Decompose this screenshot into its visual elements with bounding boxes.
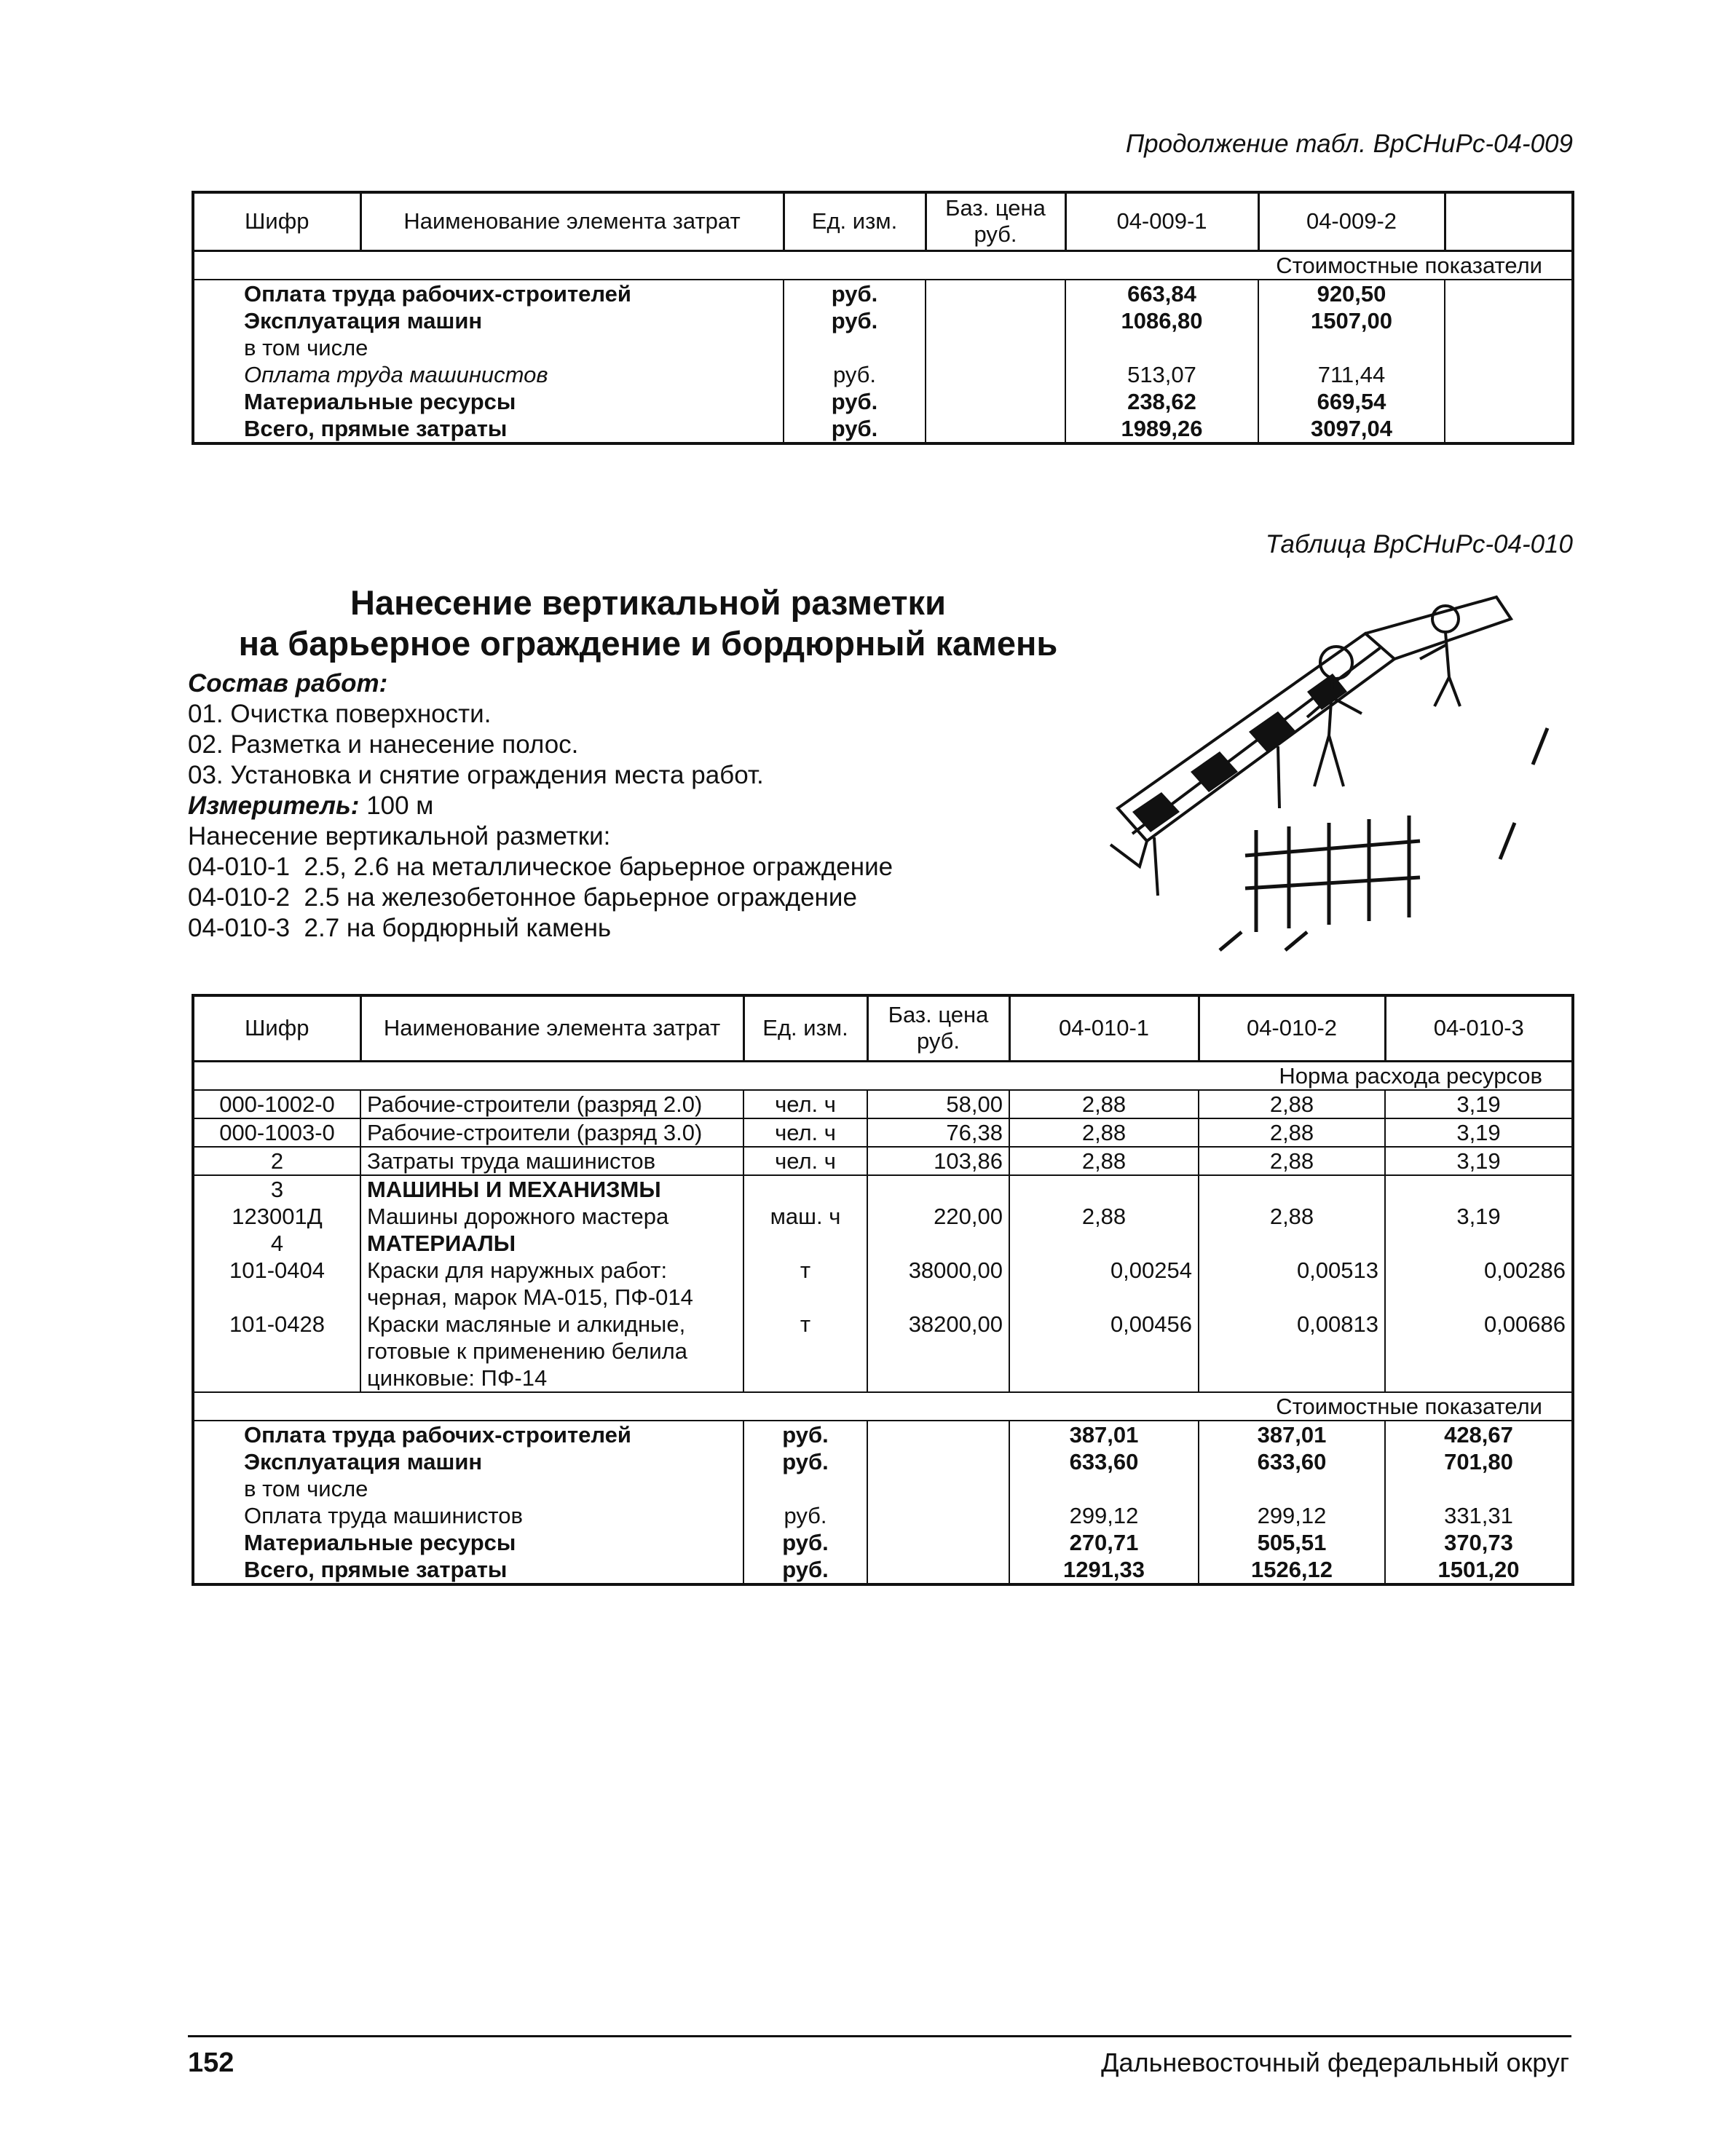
row-value: 0,00286 — [1483, 1257, 1566, 1283]
row-price: 76,38 — [867, 1118, 1009, 1147]
row-name: в том числе — [193, 1475, 743, 1502]
row-name: Краски для наружных работ: черная, марок МА-015, ПФ-014 — [367, 1257, 693, 1310]
row-code: 000-1003-0 — [193, 1118, 360, 1147]
row-unit: руб. — [784, 361, 926, 388]
row-code: 4 101-0404 — [193, 1230, 360, 1311]
row-value: 920,50 — [1258, 280, 1445, 307]
table-row — [193, 1475, 1573, 1502]
row-value: 1501,20 — [1385, 1556, 1573, 1584]
row-value: 1291,33 — [1009, 1556, 1199, 1584]
col-header-code: Шифр — [193, 192, 360, 250]
col-header-empty — [1445, 192, 1573, 250]
row-value: 0,00456 — [1009, 1311, 1199, 1392]
row-unit: руб. — [743, 1448, 867, 1475]
row-value: 387,01 — [1199, 1421, 1385, 1448]
row-value: 2,88 — [1199, 1090, 1385, 1118]
row-value: 238,62 — [1065, 388, 1258, 415]
work-item: 03. Установка и снятие ограждения места работ. — [188, 761, 764, 789]
row-value: 2,88 — [1199, 1147, 1385, 1175]
col-header-base-price: Баз. цена руб. — [867, 995, 1009, 1061]
table-caption: Таблица ВрСНиРс-04-010 — [1265, 530, 1573, 558]
row-name: Краски масляные и алкидные, готовые к применению белила цинковые: ПФ-14 — [360, 1311, 743, 1392]
row-unit: руб. — [784, 307, 926, 334]
table-row — [193, 1421, 1573, 1448]
row-code: 2 — [193, 1147, 360, 1175]
row-price: 58,00 — [867, 1090, 1009, 1118]
row-value: 1526,12 — [1199, 1556, 1385, 1584]
row-value: 669,54 — [1258, 388, 1445, 415]
row-name: Эксплуатация машин — [193, 307, 784, 334]
table-row — [193, 1556, 1573, 1584]
row-value: 299,12 — [1009, 1502, 1199, 1529]
row-value: 428,67 — [1385, 1421, 1573, 1448]
marking-item: 04-010-3 2.7 на бордюрный камень — [188, 914, 612, 942]
row-name: Затраты труда машинистов — [360, 1147, 743, 1175]
row-unit: т — [800, 1257, 811, 1283]
row-value: 633,60 — [1199, 1448, 1385, 1475]
marking-item: 04-010-1 2.5, 2.6 на металлическое барьерное ограждение — [188, 853, 893, 881]
row-value: 701,80 — [1385, 1448, 1573, 1475]
col-header-name: Наименование элемента затрат — [360, 995, 743, 1061]
col-header-unit: Ед. изм. — [743, 995, 867, 1061]
title-line-1: Нанесение вертикальной разметки — [350, 583, 946, 622]
row-value: 1086,80 — [1065, 307, 1258, 334]
row-value: 3,19 — [1385, 1118, 1573, 1147]
row-price: 38000,00 — [908, 1257, 1003, 1283]
col-header-04-009-2: 04-009-2 — [1258, 192, 1445, 250]
row-value: 0,00686 — [1385, 1311, 1573, 1392]
row-unit: чел. ч — [743, 1147, 867, 1175]
table-row — [193, 415, 1573, 443]
col-header-base-price: Баз. цена руб. — [926, 192, 1065, 250]
group-materials: МАТЕРИАЛЫ — [367, 1230, 516, 1256]
row-name: Оплата труда рабочих-строителей — [193, 1421, 743, 1448]
row-unit: руб. — [743, 1502, 867, 1529]
table-row — [193, 1448, 1573, 1475]
row-value: 711,44 — [1258, 361, 1445, 388]
row-code: 101-0428 — [193, 1311, 360, 1392]
row-name: Машины дорожного мастера — [367, 1203, 669, 1229]
row-value: 387,01 — [1009, 1421, 1199, 1448]
row-value: 2,88 — [1269, 1203, 1314, 1229]
row-name: Рабочие-строители (разряд 3.0) — [360, 1118, 743, 1147]
row-value: 1507,00 — [1258, 307, 1445, 334]
row-price: 38200,00 — [867, 1311, 1009, 1392]
footer-rule — [188, 2035, 1571, 2037]
row-unit: руб. — [784, 388, 926, 415]
row-price: 220,00 — [934, 1203, 1003, 1229]
row-unit: руб. — [743, 1556, 867, 1584]
meter-line — [188, 791, 1091, 821]
marking-intro: Нанесение вертикальной разметки: — [188, 822, 611, 850]
row-value: 2,88 — [1009, 1118, 1199, 1147]
row-value: 3,19 — [1456, 1203, 1501, 1229]
table-row — [193, 388, 1573, 415]
table-row — [193, 1090, 1573, 1118]
title-line-2: на барьерное ограждение и бордюрный камень — [238, 624, 1058, 663]
col-header-04-009-1: 04-009-1 — [1065, 192, 1258, 250]
footer-region: Дальневосточный федеральный округ — [1101, 2048, 1569, 2077]
row-value: 663,84 — [1065, 280, 1258, 307]
row-value: 0,00813 — [1199, 1311, 1385, 1392]
work-description — [188, 668, 1091, 944]
section-cost-indicators: Стоимостные показатели — [193, 1392, 1573, 1421]
group-machines: МАШИНЫ И МЕХАНИЗМЫ — [367, 1176, 661, 1202]
row-value: 370,73 — [1385, 1529, 1573, 1556]
row-value: 513,07 — [1065, 361, 1258, 388]
table-row — [193, 361, 1573, 388]
row-unit: руб. — [743, 1529, 867, 1556]
row-value: 3,19 — [1385, 1147, 1573, 1175]
row-name: Оплата труда машинистов — [193, 361, 784, 388]
table-row — [193, 1311, 1573, 1392]
row-unit: маш. ч — [770, 1203, 841, 1229]
table-row — [193, 334, 1573, 361]
row-value: 3097,04 — [1258, 415, 1445, 443]
row-value: 3,19 — [1385, 1090, 1573, 1118]
table-row — [193, 1529, 1573, 1556]
row-name: Оплата труда машинистов — [193, 1502, 743, 1529]
col-header-04-010-3: 04-010-3 — [1385, 995, 1573, 1061]
row-value: 0,00513 — [1296, 1257, 1378, 1283]
row-value: 2,88 — [1081, 1203, 1127, 1229]
row-code: 3 123001Д — [193, 1175, 360, 1230]
row-price: 103,86 — [867, 1147, 1009, 1175]
table-row — [193, 1230, 1573, 1311]
row-value: 270,71 — [1009, 1529, 1199, 1556]
table-04-010 — [192, 994, 1574, 1586]
col-header-unit: Ед. изм. — [784, 192, 926, 250]
row-name: Эксплуатация машин — [193, 1448, 743, 1475]
row-name: Материальные ресурсы — [193, 388, 784, 415]
table-row — [193, 280, 1573, 307]
row-unit: чел. ч — [743, 1090, 867, 1118]
row-name: Рабочие-строители (разряд 2.0) — [360, 1090, 743, 1118]
work-item: 01. Очистка поверхности. — [188, 700, 492, 728]
section-title — [182, 583, 1114, 664]
section-cost-indicators: Стоимостные показатели — [193, 250, 1573, 280]
table-04-009-continued — [192, 191, 1574, 445]
table-row — [193, 1118, 1573, 1147]
row-value: 2,88 — [1199, 1118, 1385, 1147]
row-unit: руб. — [784, 415, 926, 443]
meter-value: 100 м — [366, 791, 434, 820]
marking-item: 04-010-2 2.5 на железобетонное барьерное ограждение — [188, 883, 857, 912]
row-name: Всего, прямые затраты — [193, 415, 784, 443]
row-name: Материальные ресурсы — [193, 1529, 743, 1556]
row-value: 633,60 — [1009, 1448, 1199, 1475]
col-header-04-010-1: 04-010-1 — [1009, 995, 1199, 1061]
table-row — [193, 307, 1573, 334]
row-unit: т — [743, 1311, 867, 1392]
row-code: 000-1002-0 — [193, 1090, 360, 1118]
row-unit: руб. — [784, 280, 926, 307]
col-header-code: Шифр — [193, 995, 360, 1061]
road-marking-illustration — [1089, 590, 1562, 954]
row-name: Всего, прямые затраты — [193, 1556, 743, 1584]
row-unit: руб. — [743, 1421, 867, 1448]
row-name: Оплата труда рабочих-строителей — [193, 280, 784, 307]
table-row — [193, 1175, 1573, 1230]
row-value: 0,00254 — [1110, 1257, 1192, 1283]
meter-label: Измеритель: — [188, 791, 360, 820]
continuation-caption: Продолжение табл. ВрСНиРс-04-009 — [1125, 130, 1573, 158]
table-row — [193, 1147, 1573, 1175]
row-value: 299,12 — [1199, 1502, 1385, 1529]
col-header-name: Наименование элемента затрат — [360, 192, 784, 250]
work-label: Состав работ: — [188, 669, 388, 698]
row-unit: чел. ч — [743, 1118, 867, 1147]
row-value: 1989,26 — [1065, 415, 1258, 443]
work-item: 02. Разметка и нанесение полос. — [188, 730, 579, 759]
row-value: 331,31 — [1385, 1502, 1573, 1529]
page-number: 152 — [188, 2048, 234, 2078]
row-name: в том числе — [193, 334, 784, 361]
row-value: 2,88 — [1009, 1147, 1199, 1175]
row-value: 505,51 — [1199, 1529, 1385, 1556]
col-header-04-010-2: 04-010-2 — [1199, 995, 1385, 1061]
table-row — [193, 1502, 1573, 1529]
section-resource-norms: Норма расхода ресурсов — [193, 1061, 1573, 1090]
row-value: 2,88 — [1009, 1090, 1199, 1118]
